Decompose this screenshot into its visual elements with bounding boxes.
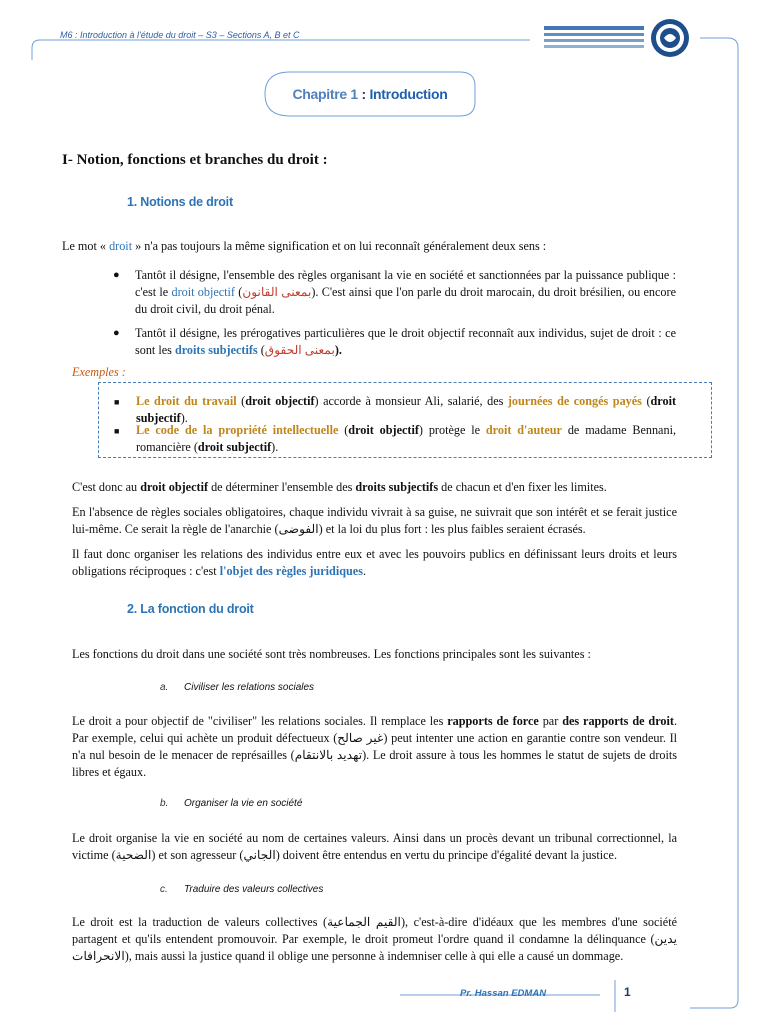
text: ). [271, 440, 279, 454]
text: des rapports de droit [562, 714, 674, 728]
text: de déterminer l'ensemble des [208, 480, 356, 494]
function-a-heading [160, 682, 314, 693]
subsection-heading-2: 2. La fonction du droit [127, 602, 254, 616]
text: . Par exemple, celui qui achète un produit défectueux (غير صالح) peut intenter une action en garantie contre son vendeur. Il n'a nul besoin de le menacer de représailles (تهديد بالانتقام). Le droit assure à tous les hommes le statut de sujets de droits libres et égaux. [72, 714, 678, 779]
text: de madame Bennani, romancière ( [136, 423, 676, 454]
list-letter: a. [160, 682, 169, 693]
function-title: Civiliser les relations sociales [184, 682, 315, 693]
intro-paragraph [62, 238, 712, 255]
text: droit objectif [245, 394, 315, 408]
square-bullet: ■ [114, 426, 120, 436]
donc-paragraph [72, 479, 712, 496]
organiser-paragraph [72, 546, 677, 580]
university-logo-icon [650, 18, 690, 58]
term-objet-regles: l'objet des règles juridiques [219, 564, 363, 578]
list-letter: c. [160, 884, 168, 895]
text: de chacun et d'en fixer les limites. [438, 480, 607, 494]
square-bullet: ■ [114, 397, 120, 407]
text: Le mot « [62, 239, 110, 253]
chapter-separator: : [357, 86, 370, 102]
fonctions-paragraph: Les fonctions du droit dans une société sont très nombreuses. Les fonctions principales sont les suivantes : [72, 647, 591, 661]
list-letter: b. [160, 798, 169, 809]
page-number: 1 [624, 985, 631, 999]
text: . [362, 564, 366, 578]
course-header: M6 : Introduction à l'étude du droit – S3 – Sections A, B et C [60, 30, 300, 40]
text: ). [180, 411, 188, 425]
text: droit objectif [348, 423, 419, 437]
text: ). C'est ainsi que l'on parle du droit marocain, du droit brésilien, ou encore du droit civil, du droit pénal. [135, 285, 676, 316]
text: droits subjectifs [355, 480, 439, 494]
term-droits-subjectifs: droits subjectifs [174, 343, 258, 357]
text: ( [234, 285, 243, 299]
absence-paragraph: En l'absence de règles sociales obligatoires, chaque individu vivrait à sa guise, ne suivrait que son intérêt et se ferait justice lui-même. Ce serait la règle de l'anarchie (الفوضى) et la loi du plus fort : les plus faibles seraient écrasés. [72, 505, 677, 536]
examples-label: Exemples : [72, 365, 126, 379]
function-a-paragraph [72, 713, 677, 781]
text: ). [334, 343, 342, 357]
function-c-paragraph: Le droit est la traduction de valeurs collectives (القيم الجماعية), c'est-à-dire d'idéaux que les membres d'une société partagent et qu'ils entendent promouvoir. Par exemple, le droit promeut l'ordre quand il condamne la délinquance (يدين الانحرافات), mais aussi la justice quand il oblige une personne à indemniser celle à qui elle a causé un dommage. [72, 915, 677, 963]
footer-author: Pr. Hassan EDMAN [460, 988, 547, 999]
text: ( [257, 343, 265, 357]
text: ( [236, 394, 246, 408]
text: journées de congés payés [507, 394, 642, 408]
faculty-name-logo [540, 22, 648, 52]
text: Tantôt il désigne, l'ensemble des règles organisant la vie en société et sanctionnées par la puissance publique : c'est le [135, 268, 676, 299]
term-droit: droit [109, 239, 133, 253]
text: ) accorde à monsieur Ali, salarié, des [314, 394, 508, 408]
text: Il faut donc organiser les relations des individus entre eux et avec les pouvoirs publics en définissant leurs droits et leurs obligations réciproques : c'est [72, 547, 677, 578]
text: ) protège le [418, 423, 486, 437]
text: droit subjectif [197, 440, 272, 454]
text: Tantôt il désigne, les prérogatives particulières que le droit objectif reconnaît aux individus, sujet de droit : ce sont les [135, 326, 676, 357]
text: Le code de la propriété intellectuelle [136, 423, 339, 437]
chapter-title [265, 73, 475, 115]
function-title: Organiser la vie en société [184, 798, 303, 809]
text: Le droit a pour objectif de "civiliser" les relations sociales. Il remplace les [72, 714, 448, 728]
text: ( [641, 394, 651, 408]
chapter-prefix: Chapitre 1 [292, 86, 358, 102]
bullet-dot: ● [113, 327, 120, 339]
text: C'est donc au [72, 480, 141, 494]
text: » n'a pas toujours la même signification et on lui reconnaît généralement deux sens : [132, 239, 547, 253]
function-b-paragraph: Le droit organise la vie en société au nom de certaines valeurs. Ainsi dans un procès devant un tribunal correctionnel, la victime (الضحية) et son agresseur (الجاني) doivent être entendus en vertu du principe d'égalité devant la justice. [72, 831, 677, 862]
text: Le droit du travail [136, 394, 237, 408]
bullet-droit-objectif [113, 267, 676, 318]
text: droit subjectif [136, 394, 677, 425]
text: ( [338, 423, 349, 437]
term-droit-objectif: droit objectif [171, 285, 235, 299]
text: rapports de force [447, 714, 539, 728]
text: droit d'auteur [485, 423, 562, 437]
subsection-heading-1: 1. Notions de droit [127, 195, 233, 209]
bullet-dot: ● [113, 269, 120, 281]
chapter-name: Introduction [369, 86, 448, 102]
text: droit objectif [140, 480, 209, 494]
text: par [538, 714, 563, 728]
section-heading: I- Notion, fonctions et branches du droit : [62, 152, 328, 168]
function-c-heading [160, 884, 323, 895]
example-item-2 [114, 422, 676, 456]
function-title: Traduire des valeurs collectives [184, 884, 324, 895]
function-b-heading [160, 798, 302, 809]
bullet-droits-subjectifs [113, 325, 676, 359]
arabic-term: بمعنى الحقوق [264, 343, 335, 357]
arabic-term: بمعنى القانون [242, 285, 312, 299]
